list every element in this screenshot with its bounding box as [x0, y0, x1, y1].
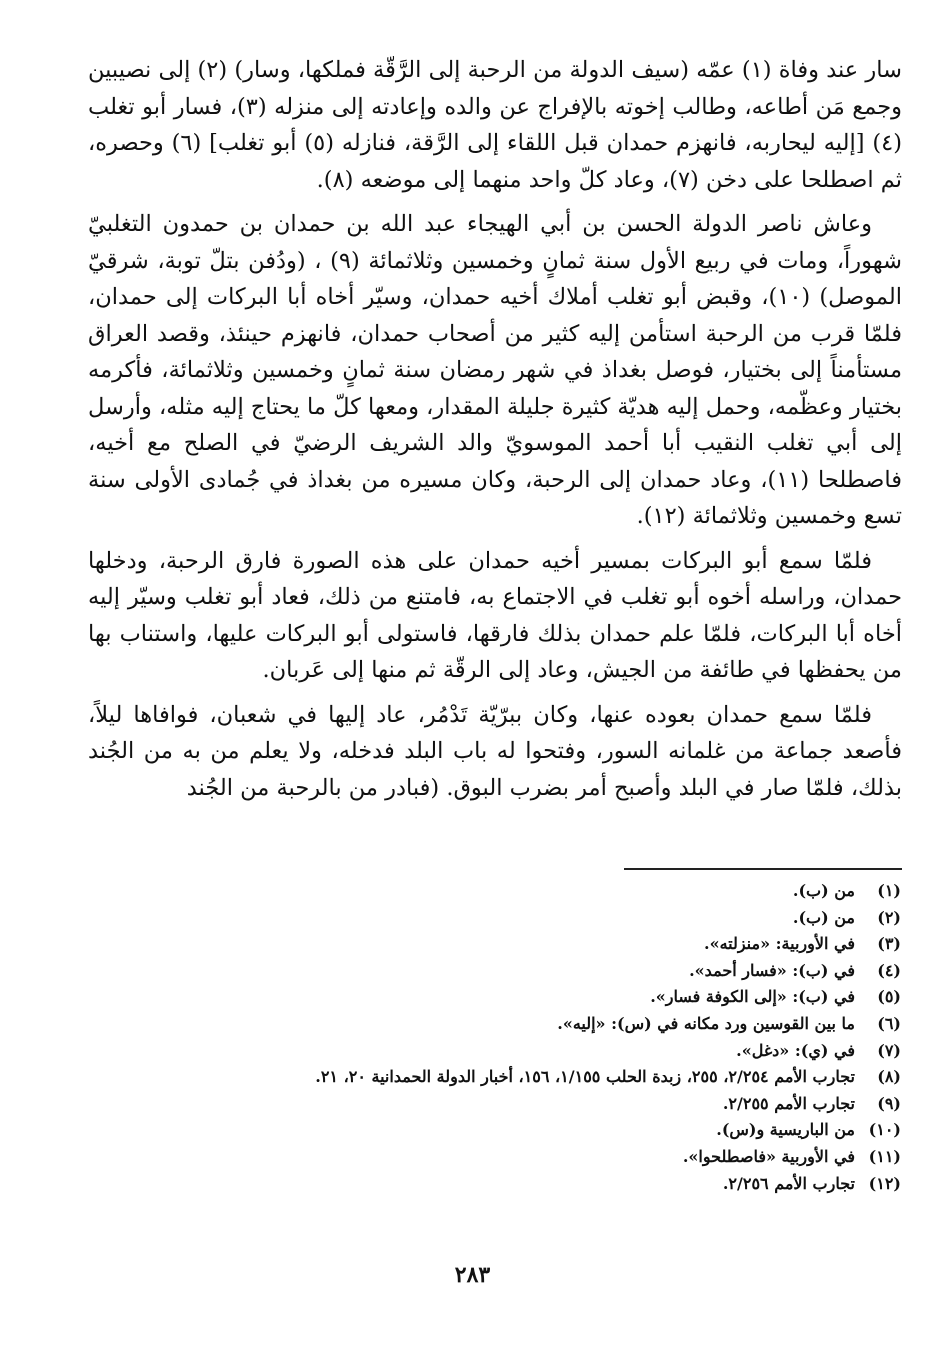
footnotes-list	[141, 878, 901, 1197]
footnote-number: (٦)	[877, 1013, 901, 1033]
footnote-number: (١٢)	[868, 1173, 901, 1193]
paragraph-1: سار عند وفاة (١) عمّه (سيف الدولة من الرحبة إلى الرَّقّة فملكها، وسار) (٢) إلى نصيبين وجمع مَن أطاعه، وطالب إخوته بالإفراج عن والده وإعادته إلى منزله (٣)، فسار أبو تغلب (٤) [إليه ليحاربه، فانهزم حمدان قبل اللقاء إلى الرَّقة، فنازله (٥) أبو تغلب] (٦) وحصره، ثم اصطلحا على دخن (٧)، وعاد كلّ واحد منهما إلى موضعه (٨).	[88, 57, 902, 193]
footnote-text: من (ب).	[792, 907, 855, 927]
footnote-number: (٣)	[877, 934, 901, 954]
main-text	[88, 52, 902, 806]
footnote-item	[141, 1038, 901, 1065]
footnote-item	[141, 1171, 901, 1198]
footnote-number: (٩)	[877, 1093, 901, 1113]
footnote-number: (٧)	[877, 1040, 901, 1060]
page-number: ٢٨٣	[454, 1262, 491, 1288]
footnote-text: من الباريسية و(س).	[716, 1120, 855, 1140]
footnote-text: تجارب الأمم ٢/٢٥٦.	[722, 1173, 855, 1193]
footnote-text: ما بين القوسين ورد مكانه في (س): «إليه».	[557, 1013, 855, 1033]
footnote-number: (٥)	[877, 987, 901, 1007]
footnote-item	[141, 1064, 901, 1091]
footnote-number: (١)	[877, 881, 901, 900]
page-content	[88, 52, 902, 814]
footnote-number: (٨)	[877, 1067, 901, 1087]
footnote-text: في الأوربية: «منزلته».	[704, 934, 855, 954]
footnote-text: تجارب الأمم ٢/٢٥٥.	[722, 1093, 855, 1113]
footnote-text: في الأوربية «فاصطلحوا».	[682, 1146, 855, 1166]
footnote-number: (١٠)	[868, 1120, 901, 1140]
footnote-divider	[624, 868, 902, 870]
footnote-item	[141, 1144, 901, 1171]
footnote-item	[141, 984, 901, 1011]
footnote-item	[141, 905, 901, 932]
footnote-text: في (ي): «دغل».	[736, 1040, 855, 1060]
footnote-item	[141, 878, 901, 905]
paragraph-2: وعاش ناصر الدولة الحسن بن أبي الهيجاء عبد الله بن حمدان بن حمدون التغلبيّ شهوراً، ومات في ربيع الأول سنة ثمانٍ وخمسين وثلاثمائة (٩) ، (ودُفن بتلّ توبة، شرقيّ الموصل) (١٠)، وقبض أبو تغلب أملاك أخيه حمدان، وسيّر أخاه أبا البركات إلى حمدان، فلمّا قرب من الرحبة استأمن إليه كثير من أصحاب حمدان، فانهزم حينئذ، وقصد العراق مستأمناً إلى بختيار، فوصل بغداذ في شهر رمضان سنة ثمانٍ وخمسين وثلاثمائة، فأكرمه بختيار وعظّمه، وحمل إليه هديّة كثيرة جليلة المقدار، ومعها كلّ ما يحتاج إليه مثله، وأرسل إلى أبي تغلب النقيب أبا أحمد الموسويّ والد الشريف الرضيّ في الصلح مع أخيه، فاصطلحا (١١)، وعاد حمدان إلى الرحبة، وكان مسيره من بغداذ في جُمادى الأولى سنة تسع وخمسين وثلاثمائة (١٢).	[88, 211, 902, 529]
footnote-item	[141, 1117, 901, 1144]
footnote-text: في (ب): «فسار أحمد».	[689, 960, 855, 980]
paragraph-4: فلمّا سمع حمدان بعوده عنها، وكان ببرّيّة تَدْمُر، عاد إليها في شعبان، فوافاها ليلاً، فأصعد جماعة من غلمانه السور، وفتحوا له باب البلد فدخله، ولا يعلم من به من الجُند بذلك، فلمّا صار في البلد وأصبح أمر بضرب البوق. (فبادر من بالرحبة من الجُند	[88, 701, 902, 801]
footnote-text: تجارب الأمم ٢/٢٥٤، ٢٥٥، زبدة الحلب ١/١٥٥، ١٥٦، أخبار الدولة الحمدانية ٢٠، ٢١.	[315, 1067, 855, 1087]
paragraph-3: فلمّا سمع أبو البركات بمسير أخيه حمدان على هذه الصورة فارق الرحبة، ودخلها حمدان، وراسله أخوه أبو تغلب في الاجتماع به، فامتنع من ذلك، فعاد أبو تغلب وسيّر إليه أخاه أبا البركات، فلمّا علم حمدان بذلك فارقها، فاستولى أبو البركات عليها، واستناب بها من يحفظها في طائفة من الجيش، وعاد إلى الرقّة ثم منها إلى عَربان.	[88, 547, 902, 683]
footnote-item	[141, 931, 901, 958]
footnote-number: (٢)	[877, 907, 901, 927]
footnote-item	[141, 1011, 901, 1038]
footnote-item	[141, 1091, 901, 1118]
footnote-text: من (ب).	[792, 881, 855, 900]
footnote-item	[141, 958, 901, 985]
footnote-text: في (ب): «إلى الكوفة فسار».	[650, 987, 855, 1007]
footnote-number: (٤)	[877, 960, 901, 980]
footnote-number: (١١)	[868, 1146, 901, 1166]
